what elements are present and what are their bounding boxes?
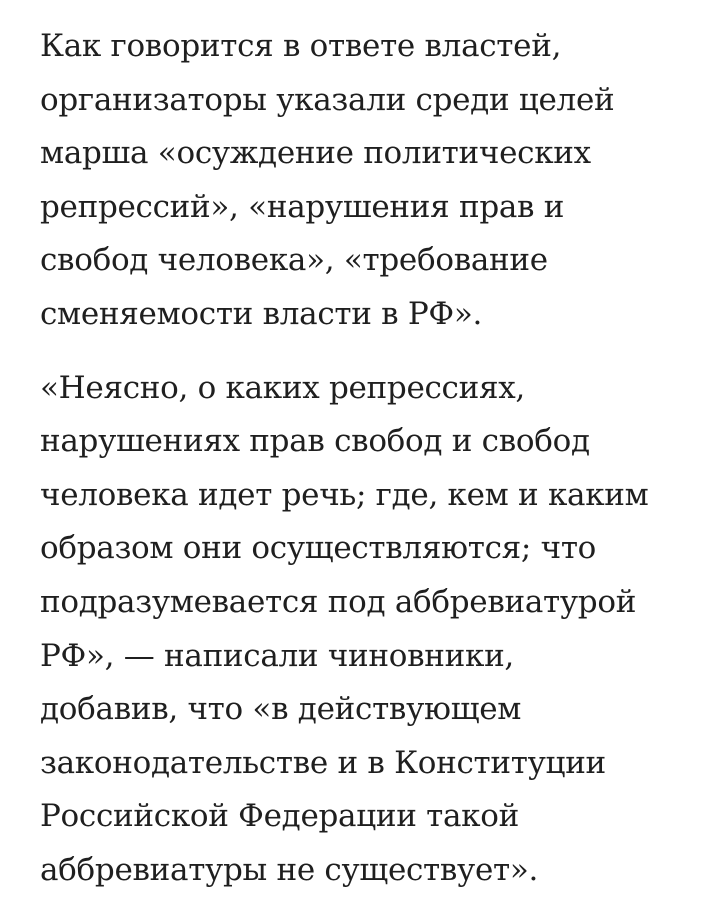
article-text xyxy=(40,20,680,898)
text-line: аббревиатуры не существует». xyxy=(40,851,539,888)
text-line: добавив, что «в действующем xyxy=(40,691,522,728)
text-line: законодательстве и в Конституции xyxy=(40,744,606,781)
text-line: образом они осуществляются; что xyxy=(40,530,597,567)
text-line: нарушениях прав свобод и свобод xyxy=(40,423,590,460)
text-line: человека идет речь; где, кем и каким xyxy=(40,476,649,513)
text-line: репрессий», «нарушения прав и xyxy=(40,188,565,225)
paragraph-authorities-response xyxy=(40,20,680,342)
text-line: свобод человека», «требование xyxy=(40,242,548,279)
text-line: Как говорится в ответе властей, xyxy=(40,28,562,64)
text-line: марша «осуждение политических xyxy=(40,135,591,172)
text-line: «Неясно, о каких репрессиях, xyxy=(40,369,525,406)
text-line: Российской Федерации такой xyxy=(40,798,519,835)
text-line: РФ», — написали чиновники, xyxy=(40,637,514,674)
text-line: сменяемости власти в РФ». xyxy=(40,295,483,332)
text-line: подразумевается под аббревиатурой xyxy=(40,583,637,620)
paragraph-officials-quote xyxy=(40,362,680,898)
text-line: организаторы указали среди целей xyxy=(40,81,615,118)
